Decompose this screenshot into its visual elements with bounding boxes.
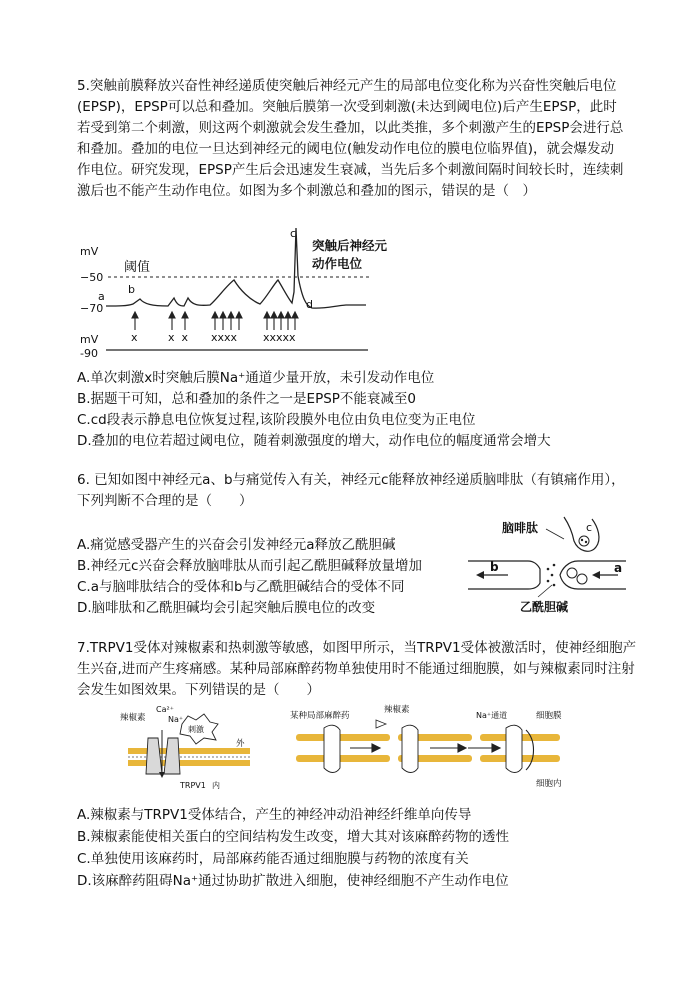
- unit-bottom: mV: [80, 333, 99, 346]
- capsaicin-triangle: [376, 720, 386, 728]
- threshold-label: 阈值: [124, 260, 151, 275]
- q7-option-b[interactable]: B.辣椒素能使相关蛋白的空间结构发生改变，增大其对该麻醉药物的透性: [77, 829, 510, 845]
- unit-top: mV: [80, 245, 99, 258]
- trpv1-subunit-left: [146, 738, 162, 774]
- q7-figure-trpv1: [118, 702, 253, 794]
- q5-option-a[interactable]: A.单次刺激x时突触后膜Na⁺通道少量开放，未引发动作电位: [77, 370, 435, 386]
- q5-figure-epsp-graph: [78, 226, 398, 358]
- cell-inside-label: 细胞内: [536, 779, 562, 789]
- ap-label-line1: 突触后神经元: [312, 238, 388, 253]
- stimulus-arrows: [132, 312, 298, 330]
- q7-option-a[interactable]: A.辣椒素与TRPV1受体结合，产生的神经冲动沿神经纤维单向传导: [77, 807, 472, 823]
- q6-figure-synapse: [468, 513, 628, 613]
- q7-stem: 7.TRPV1受体对辣椒素和热刺激等敏感，如图甲所示，当TRPV1受体被激活时，使神经细胞产生兴奋,进而产生疼痛感。某种局部麻醉药物单独使用时不能通过细胞膜，如与辣椒素同时注射会发生如图效果。下列错误的是（ ）: [77, 640, 637, 698]
- q6-option-d[interactable]: D.脑啡肽和乙酰胆碱均会引起突触后膜电位的改变: [77, 600, 376, 616]
- point-c-label: c: [290, 227, 297, 240]
- point-a-label: a: [98, 290, 105, 303]
- neuron-c-label: c: [586, 521, 593, 534]
- na-label: Na⁺: [168, 715, 184, 724]
- q5-option-c[interactable]: C.cd段表示静息电位恢复过程,该阶段膜外电位由负电位变为正电位: [77, 412, 476, 428]
- stim-label-2: x x: [168, 331, 189, 344]
- q6-option-b[interactable]: B.神经元c兴奋会释放脑啡肽从而引起乙酰胆碱释放量增加: [77, 558, 422, 574]
- q5-stem: 5.突触前膜释放兴奋性神经递质使突触后神经元产生的局部电位变化称为兴奋性突触后电位(EPSP)，EPSP可以总和叠加。突触后膜第一次受到刺激(未达到阈电位)后产生EPSP，此时若受到第二个刺激，则这两个刺激就会发生叠加，以此类推，多个刺激产生的EPSP会进行总和叠加。叠加的电位一旦达到神经元的阈电位(触发动作电位的膜电位临界值)，就会爆发动作电位。研究发现，EPSP产生后会迅速发生衰减，当先后多个刺激间隔时间较长时，连续刺激后也不能产生动作电位。如图为多个刺激总和叠加的图示，错误的是（ ）: [77, 78, 624, 199]
- ap-label-line2: 动作电位: [312, 256, 363, 271]
- na-channel-protein: [506, 725, 522, 772]
- q6-option-a[interactable]: A.痛觉感受器产生的兴奋会引发神经元a释放乙酰胆碱: [77, 537, 396, 553]
- q5-option-d[interactable]: D.叠加的电位若超过阈电位，随着刺激强度的增大，动作电位的幅度通常会增大: [77, 433, 551, 449]
- na-channel-label: Na⁺通道: [476, 711, 508, 720]
- enkephalin-label: 脑啡肽: [502, 521, 539, 535]
- stimulus-label: 刺激: [188, 725, 204, 734]
- q7-figure-anesthetic: [290, 700, 590, 792]
- q7-option-d[interactable]: D.该麻醉药阻碍Na⁺通过协助扩散进入细胞，使神经细胞不产生动作电位: [77, 873, 509, 889]
- membrane-label: 细胞膜: [536, 711, 562, 721]
- inside-label: 内: [212, 781, 220, 790]
- capsaicin-label-left: 辣椒素: [120, 713, 146, 723]
- point-b-label: b: [128, 283, 135, 296]
- tick-minus90: -90: [80, 347, 98, 360]
- neuron-a-label: a: [614, 561, 623, 575]
- anesthetic-label: 某种局部麻醉药: [290, 711, 350, 721]
- neuron-b-label: b: [490, 560, 499, 574]
- channel-protein-2: [402, 725, 418, 772]
- q6-option-c[interactable]: C.a与脑啡肽结合的受体和b与乙酰胆碱结合的受体不同: [77, 579, 405, 595]
- neuron-c-terminal: [564, 517, 599, 551]
- q5-option-b[interactable]: B.据题干可知，总和叠加的条件之一是EPSP不能衰减至0: [77, 391, 417, 407]
- capsaicin-label-right: 辣椒素: [384, 705, 410, 715]
- tick-minus50: −50: [80, 271, 104, 284]
- ach-label: 乙酰胆碱: [520, 600, 569, 614]
- tick-minus70: −70: [80, 302, 104, 315]
- stim-label-1: x: [131, 331, 138, 344]
- trpv1-subunit-right: [164, 738, 180, 774]
- q6-stem: 6. 已知如图中神经元a、b与痛觉传入有关，神经元c能释放神经递质脑啡肽（有镇痛作用），下列判断不合理的是（ ）: [77, 472, 625, 509]
- stim-label-4: xxxxx: [263, 331, 296, 344]
- outside-label: 外: [236, 739, 245, 749]
- q7-option-c[interactable]: C.单独使用该麻药时，局部麻药能否通过细胞膜与药物的浓度有关: [77, 851, 469, 867]
- point-d-label: d: [306, 298, 313, 311]
- stim-label-3: xxxx: [211, 331, 238, 344]
- ca-label: Ca²⁺: [156, 705, 174, 714]
- trpv1-label: TRPV1: [180, 781, 206, 790]
- channel-protein-1: [324, 725, 340, 772]
